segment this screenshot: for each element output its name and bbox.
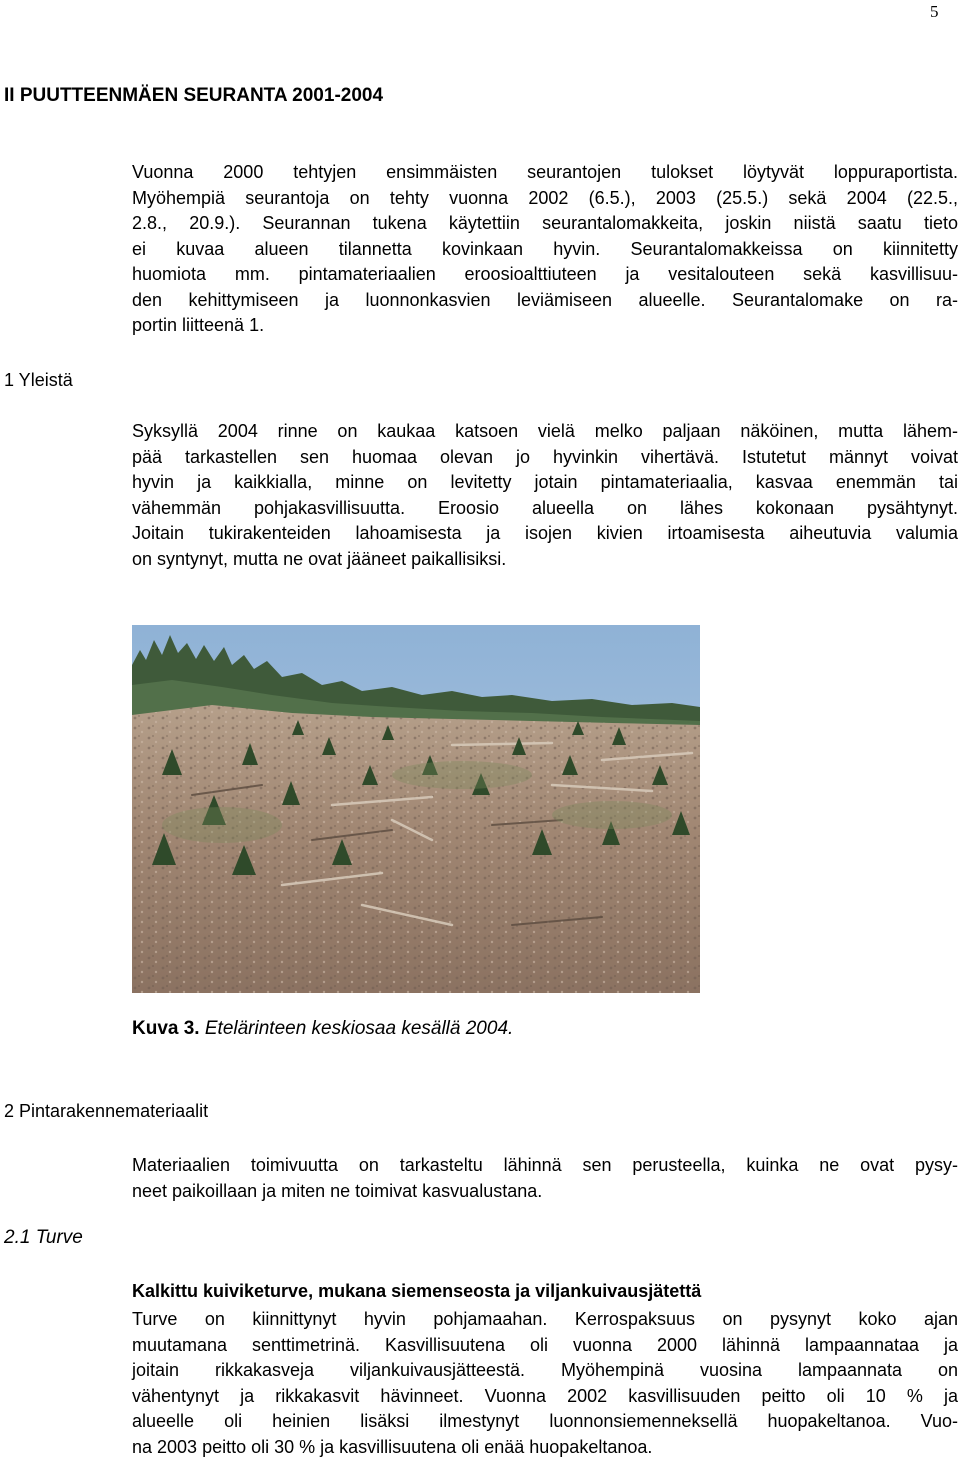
- paragraph-line: Myöhempiä seurantoja on tehty vuonna 2002 (6.5.), 2003 (25.5.) sekä 2004 (22.5.,: [132, 186, 958, 212]
- paragraph-line: huomiota mm. pintamateriaalien eroosioalttiuteen ja vesitalouteen sekä kasvillisuu-: [132, 262, 958, 288]
- paragraph-line: Joitain tukirakenteiden lahoamisesta ja isojen kivien irtoamisesta aiheutuvia valumia: [132, 521, 958, 547]
- paragraph-line: on syntynyt, mutta ne ovat jääneet paikallisiksi.: [132, 547, 958, 573]
- heading-peat-number: 2.1: [4, 1227, 30, 1248]
- intro-paragraph: [132, 160, 958, 339]
- heading-general: 1 Yleistä: [4, 370, 73, 391]
- paragraph-line: neet paikoillaan ja miten ne toimivat kasvualustana.: [132, 1179, 958, 1205]
- materials-paragraph: [132, 1153, 958, 1204]
- paragraph-line: na 2003 peitto oli 30 % ja kasvillisuutena oli enää huopakeltanoa.: [132, 1435, 958, 1460]
- paragraph-line: portin liitteenä 1.: [132, 313, 958, 339]
- material-subheading: Kalkittu kuiviketurve, mukana siemenseosta ja viljankuivausjätettä: [132, 1281, 701, 1302]
- slope-photo: [132, 625, 700, 993]
- figure-caption: [132, 1018, 513, 1040]
- paragraph-line: den kehittymiseen ja luonnonkasvien leviämiseen alueelle. Seurantalomake on ra-: [132, 288, 958, 314]
- caption-text: Etelärinteen keskiosaa kesällä 2004.: [200, 1018, 514, 1039]
- paragraph-line: Turve on kiinnittynyt hyvin pohjamaahan. Kerrospaksuus on pysynyt koko ajan: [132, 1307, 958, 1333]
- paragraph-line: pää tarkastellen sen huomaa olevan jo hyvinkin vihertävä. Istutetut männyt voivat: [132, 445, 958, 471]
- paragraph-line: joitain rikkakasveja viljankuivausjätteestä. Myöhempinä vuosina lampaannata on: [132, 1358, 958, 1384]
- paragraph-line: 2.8., 20.9.). Seurannan tukena käytettiin seurantalomakkeita, joskin niistä saatu tieto: [132, 211, 958, 237]
- heading-peat-label: Turve: [36, 1227, 83, 1248]
- paragraph-line: alueelle oli heinien lisäksi ilmestynyt luonnonsiemenneksellä huopakeltanoa. Vuo-: [132, 1409, 958, 1435]
- paragraph-line: Materiaalien toimivuutta on tarkasteltu lähinnä sen perusteella, kuinka ne ovat pysy-: [132, 1153, 958, 1179]
- heading-materials: 2 Pintarakennemateriaalit: [4, 1101, 208, 1122]
- paragraph-line: Vuonna 2000 tehtyjen ensimmäisten seurantojen tulokset löytyvät loppuraportista.: [132, 160, 958, 186]
- page-number: 5: [930, 2, 939, 22]
- paragraph-line: muutamana senttimetrinä. Kasvillisuutena oli vuonna 2000 lähinnä lampaannataa ja: [132, 1333, 958, 1359]
- paragraph-line: vähemmän pohjakasvillisuutta. Eroosio alueella on lähes kokonaan pysähtynyt.: [132, 496, 958, 522]
- section-title: II PUUTTEENMÄEN SEURANTA 2001-2004: [4, 85, 383, 107]
- paragraph-line: hyvin ja kaikkialla, minne on levitetty jotain pintamateriaalia, kasvaa enemmän tai: [132, 470, 958, 496]
- paragraph-line: ei kuvaa alueen tilannetta kovinkaan hyvin. Seurantalomakkeissa on kiinnitetty: [132, 237, 958, 263]
- caption-label: Kuva 3.: [132, 1018, 200, 1039]
- status-paragraph: [132, 419, 958, 572]
- peat-paragraph: [132, 1307, 958, 1460]
- paragraph-line: Syksyllä 2004 rinne on kaukaa katsoen vielä melko paljaan näköinen, mutta lähem-: [132, 419, 958, 445]
- heading-peat: [4, 1227, 83, 1249]
- paragraph-line: vähentynyt ja rikkakasvit hävinneet. Vuonna 2002 kasvillisuuden peitto oli 10 % ja: [132, 1384, 958, 1410]
